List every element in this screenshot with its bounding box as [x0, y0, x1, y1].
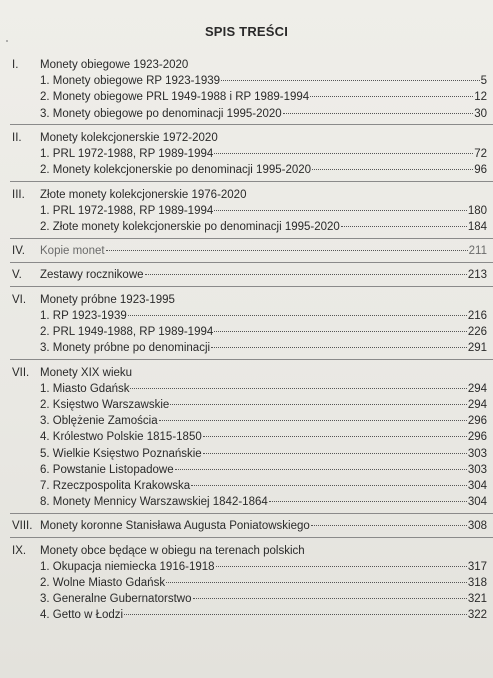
entry-label: 2. PRL 1949-1988, RP 1989-1994: [40, 326, 214, 339]
section-number: IX.: [12, 544, 27, 557]
page-number: 308: [467, 520, 487, 533]
section-number: I.: [12, 59, 19, 71]
entry-label: 1. RP 1923-1939: [40, 309, 127, 322]
section-divider: [10, 359, 493, 360]
section-heading-row: [0, 517, 493, 535]
page-title: SPIS TREŚCI: [204, 24, 289, 39]
page-number: 322: [467, 609, 487, 622]
entry-label: 4. Królestwo Polskie 1815-1850: [40, 431, 202, 444]
dot-leader: [211, 347, 467, 348]
entry-label: 3. Monety próbne po denominacji: [40, 342, 211, 355]
section-number: II.: [12, 131, 22, 144]
section-title: Monety obce będące w obiegu na terenach polskich: [40, 544, 305, 557]
dot-leader: [221, 80, 480, 81]
toc-entry[interactable]: [40, 339, 487, 357]
toc-entry[interactable]: [40, 161, 487, 179]
section-divider: [10, 286, 493, 287]
page-speck: [6, 40, 8, 42]
dot-leader: [170, 404, 467, 405]
section-title: Monety próbne 1923-1995: [40, 293, 175, 306]
toc-entry[interactable]: [40, 218, 487, 236]
entry-label: 2. Monety kolekcjonerskie po denominacji 1995-2020: [40, 164, 312, 177]
page-number: 180: [467, 204, 487, 217]
page-number: 226: [467, 326, 487, 339]
section-number: VII.: [12, 366, 30, 379]
dot-leader: [214, 331, 467, 332]
dot-leader: [159, 420, 467, 421]
entry-label: Kopie monet: [40, 245, 105, 258]
entry-label: 6. Powstanie Listopadowe: [40, 463, 174, 476]
toc-row: [0, 105, 493, 123]
dot-leader: [166, 582, 467, 583]
page-number: 30: [474, 107, 487, 120]
entry-label: Monety koronne Stanisława Augusta Poniatowskiego: [40, 520, 310, 533]
toc-entry[interactable]: [40, 493, 487, 511]
page-number: 321: [467, 593, 487, 606]
section-divider: [10, 262, 493, 263]
page-number: 304: [467, 479, 487, 492]
toc-entry[interactable]: [40, 242, 487, 260]
section-title: Monety kolekcjonerskie 1972-2020: [40, 131, 218, 144]
section-divider: [10, 537, 493, 538]
dot-leader: [203, 436, 467, 437]
entry-label: 1. PRL 1972-1988, RP 1989-1994: [40, 204, 214, 217]
dot-leader: [269, 501, 467, 502]
section-title: Monety obiegowe 1923-2020: [40, 59, 189, 71]
toc-row: [0, 218, 493, 236]
section-divider: [10, 124, 493, 125]
dot-leader: [214, 153, 473, 154]
section-heading-row: [0, 266, 493, 284]
section-divider: [10, 181, 493, 182]
entry-label: 4. Getto w Łodzi: [40, 609, 124, 622]
dot-leader: [191, 485, 467, 486]
entry-label: 8. Monety Mennicy Warszawskiej 1842-1864: [40, 496, 268, 509]
dot-leader: [310, 96, 473, 97]
page-number: 317: [467, 560, 487, 573]
entry-label: 2. Złote monety kolekcjonerskie po denominacji 1995-2020: [40, 220, 340, 233]
entry-label: Zestawy rocznikowe: [40, 269, 144, 282]
page-number: 303: [467, 447, 487, 460]
entry-label: 1. PRL 1972-1988, RP 1989-1994: [40, 148, 214, 161]
entry-label: 5. Wielkie Księstwo Poznańskie: [40, 447, 202, 460]
toc-entry[interactable]: [40, 266, 487, 284]
page-number: 213: [467, 269, 487, 282]
entry-label: 2. Monety obiegowe PRL 1949-1988 i RP 1989-1994: [40, 91, 310, 104]
dot-leader: [130, 388, 466, 389]
dot-leader: [216, 566, 467, 567]
dot-leader: [145, 274, 467, 275]
entry-label: 1. Monety obiegowe RP 1923-1939: [40, 75, 221, 88]
toc-row: [0, 161, 493, 179]
page-number: 303: [467, 463, 487, 476]
toc-row: [0, 339, 493, 357]
page-number: 296: [467, 431, 487, 444]
page-number: 291: [467, 342, 487, 355]
dot-leader: [175, 469, 467, 470]
entry-label: 2. Księstwo Warszawskie: [40, 398, 170, 411]
dot-leader: [106, 250, 468, 251]
dot-leader: [341, 226, 467, 227]
page-number: 211: [468, 245, 487, 258]
dot-leader: [311, 525, 467, 526]
dot-leader: [203, 453, 467, 454]
page-number: 304: [467, 496, 487, 509]
entry-label: 1. Okupacja niemiecka 1916-1918: [40, 560, 215, 573]
page-number: 294: [467, 398, 487, 411]
dot-leader: [214, 210, 467, 211]
dot-leader: [312, 169, 473, 170]
toc-row: [0, 493, 493, 511]
section-divider: [10, 238, 493, 239]
section-title: Monety XIX wieku: [40, 366, 133, 379]
section-divider: [10, 513, 493, 514]
page-number: 5: [480, 75, 487, 88]
page-number: 96: [474, 164, 487, 177]
page-number: 318: [467, 577, 487, 589]
section-number: VIII.: [12, 520, 33, 533]
section-number: VI.: [12, 293, 27, 306]
dot-leader: [193, 598, 467, 599]
section-title: Złote monety kolekcjonerskie 1976-2020: [40, 188, 247, 201]
page-number: 296: [467, 415, 487, 428]
section-heading-row: [0, 242, 493, 260]
section-number: III.: [12, 188, 25, 201]
page-number: 216: [467, 309, 487, 322]
dot-leader: [283, 113, 474, 114]
entry-label: 3. Monety obiegowe po denominacji 1995-2020: [40, 107, 282, 120]
entry-label: 3. Generalne Gubernatorstwo: [40, 593, 192, 606]
page-number: 184: [467, 220, 487, 233]
entry-label: 3. Oblężenie Zamościa: [40, 415, 158, 428]
page-number: 72: [474, 148, 487, 161]
dot-leader: [128, 315, 467, 316]
page-number: 12: [474, 91, 487, 104]
entry-label: 2. Wolne Miasto Gdańsk: [40, 577, 166, 589]
toc-entry[interactable]: [40, 517, 487, 535]
entry-label: 1. Miasto Gdańsk: [40, 382, 130, 395]
dot-leader: [124, 614, 467, 615]
toc-entry[interactable]: [40, 606, 487, 624]
toc-entry[interactable]: [40, 105, 487, 123]
entry-label: 7. Rzeczpospolita Krakowska: [40, 479, 191, 492]
section-number: IV.: [12, 245, 26, 258]
toc-row: [0, 606, 493, 624]
page-number: 294: [467, 382, 487, 395]
section-number: V.: [12, 269, 22, 282]
